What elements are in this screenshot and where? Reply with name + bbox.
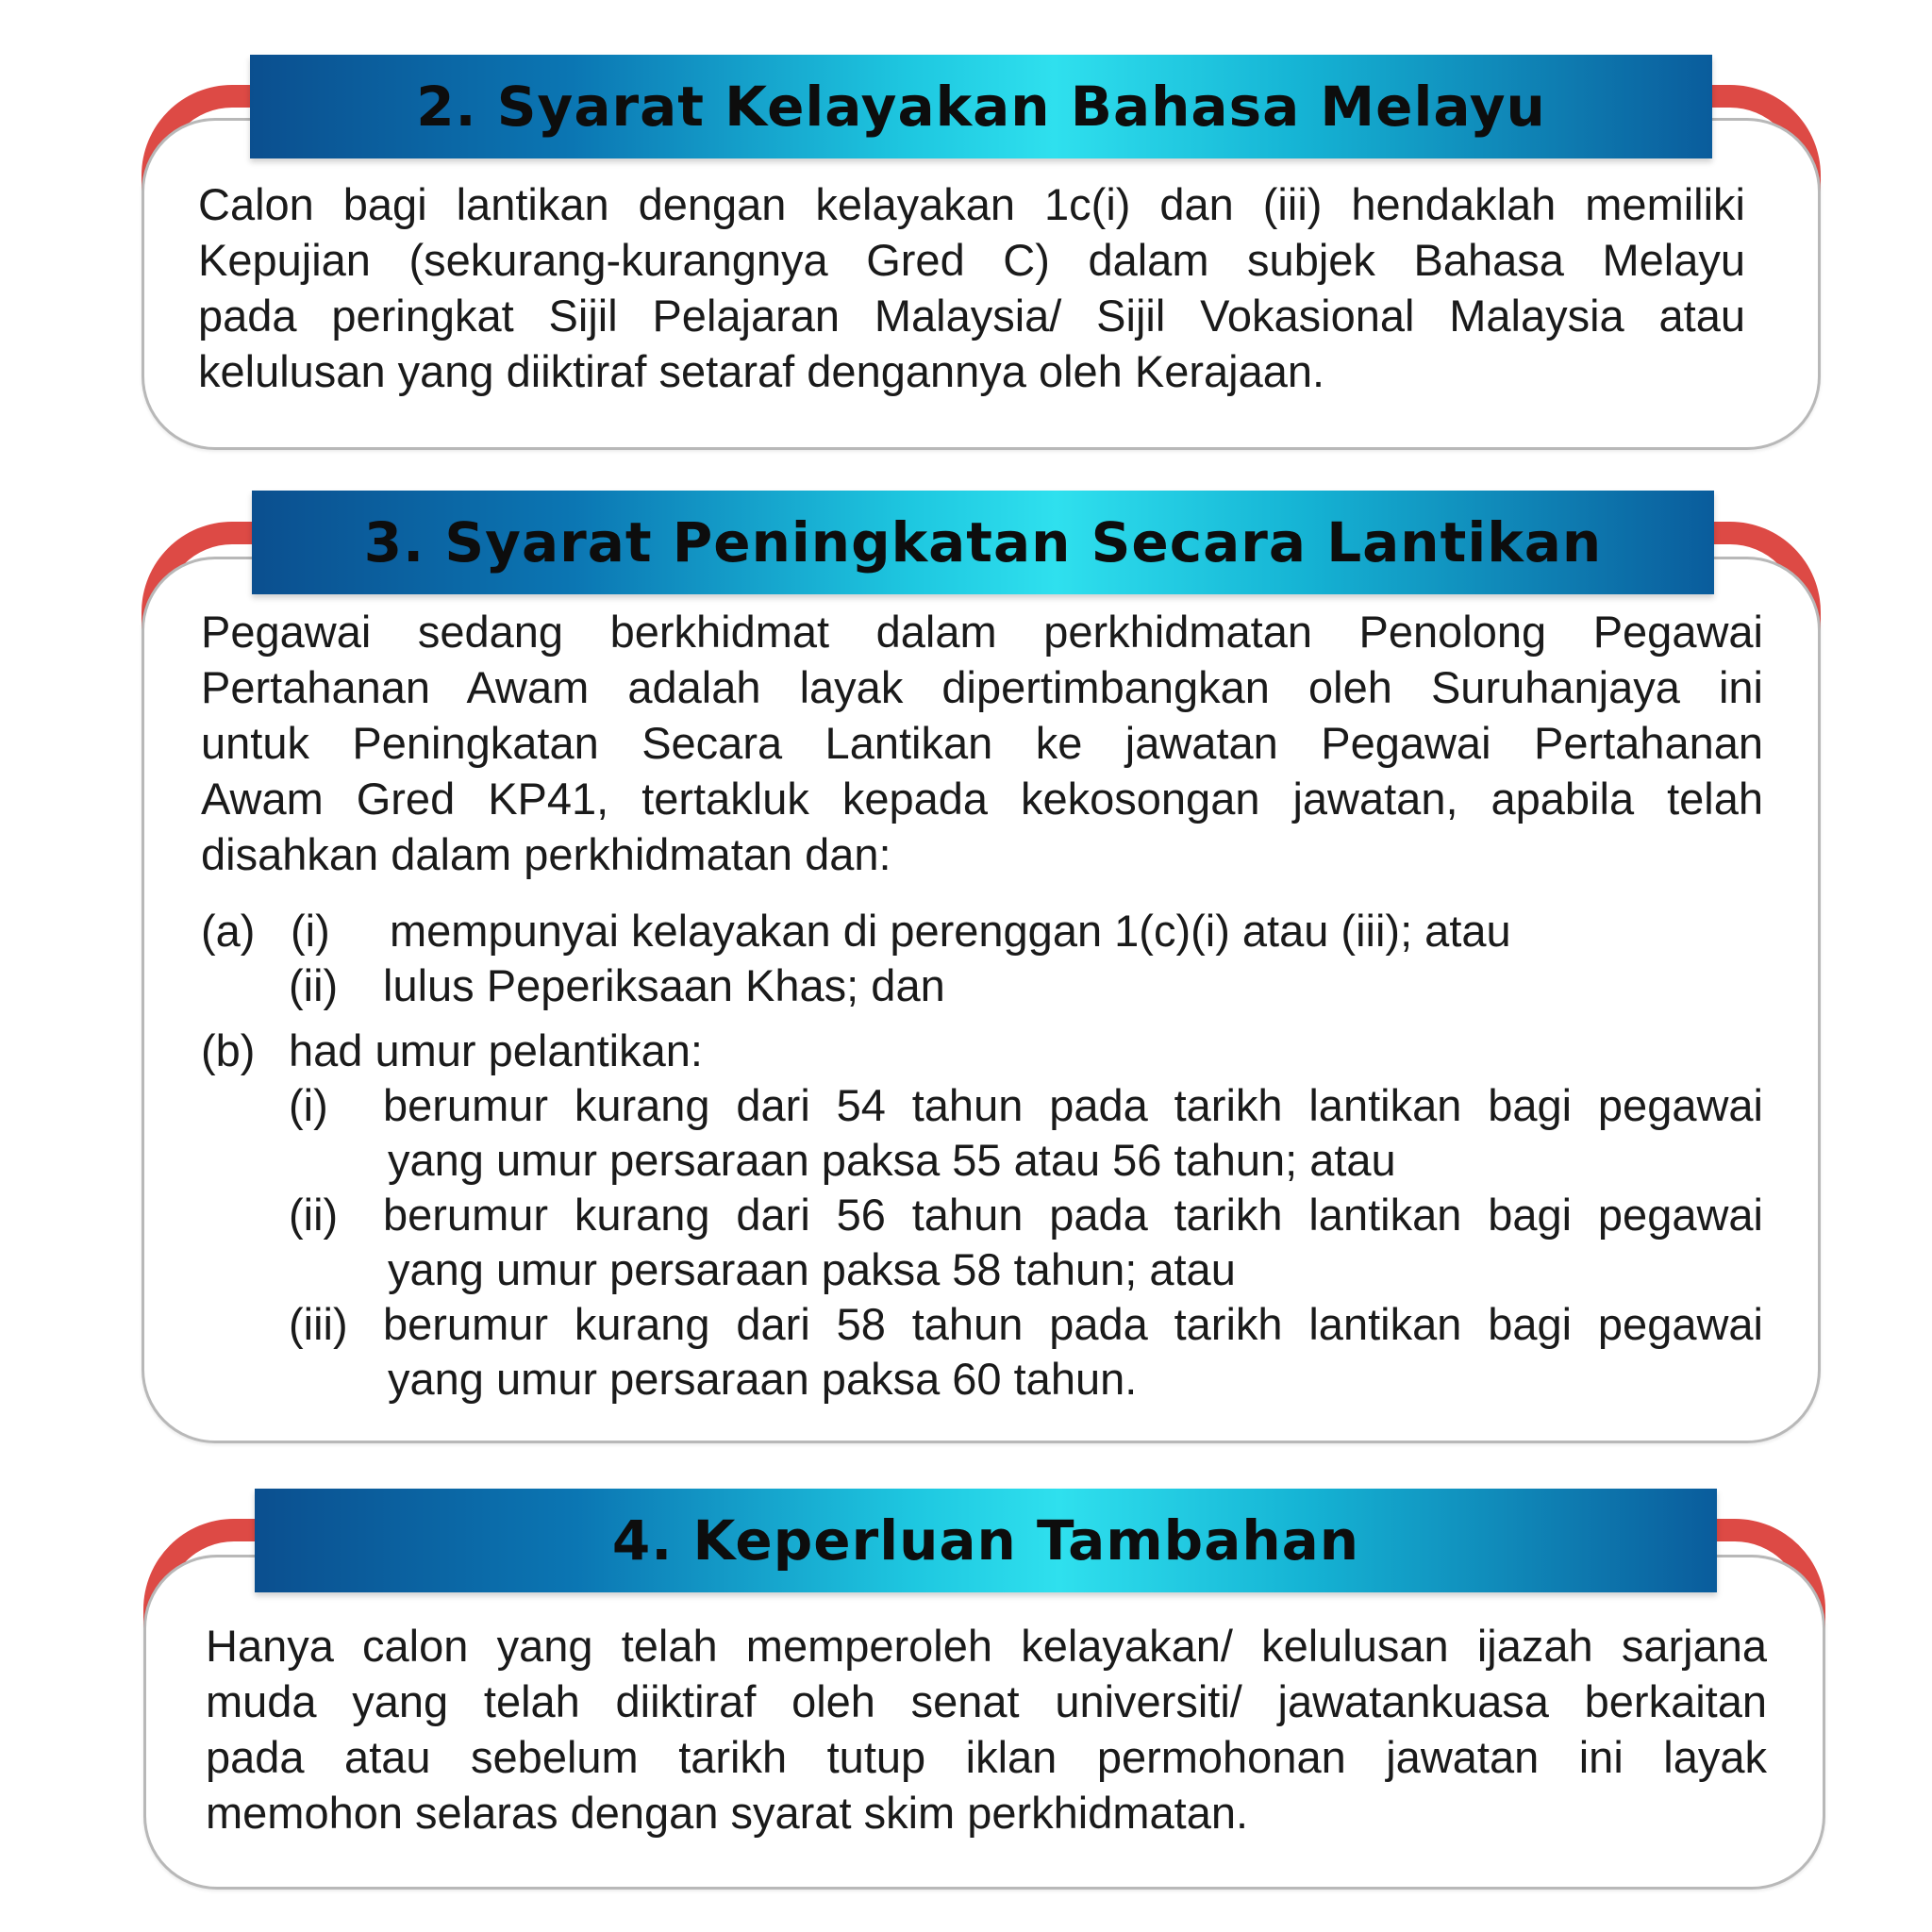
- item-a-i-label: (i): [291, 906, 330, 956]
- item-b: [201, 1024, 1767, 1410]
- item-b-iii-text: [383, 1297, 1763, 1407]
- item-b-ii-line: berumur kurang dari 56 tahun pada tarikh lantikan bagi pegawai: [383, 1190, 1763, 1240]
- section-4-line: muda yang telah diiktiraf oleh senat universiti/ jawatankuasa berkaitan: [206, 1676, 1767, 1726]
- section-4-line: Hanya calon yang telah memperoleh kelayakan/ kelulusan ijazah sarjana: [206, 1621, 1767, 1671]
- item-b-iii-label: (iii): [289, 1299, 348, 1349]
- item-b-iii-line: yang umur persaraan paksa 60 tahun.: [388, 1354, 1138, 1404]
- item-b-i-label: (i): [289, 1080, 328, 1130]
- item-b-i-line: berumur kurang dari 54 tahun pada tarikh lantikan bagi pegawai: [383, 1080, 1763, 1130]
- section-3-line: disahkan dalam perkhidmatan dan:: [201, 829, 891, 879]
- item-a-ii-text: lulus Peperiksaan Khas; dan: [383, 960, 945, 1010]
- item-b-i-line: yang umur persaraan paksa 55 atau 56 tahun; atau: [388, 1135, 1396, 1185]
- section-3-banner: [252, 491, 1714, 594]
- section-4-body: [206, 1618, 1767, 1840]
- item-b-iii-line: berumur kurang dari 58 tahun pada tarikh lantikan bagi pegawai: [383, 1299, 1763, 1349]
- section-4-line: memohon selaras dengan syarat skim perkhidmatan.: [206, 1788, 1249, 1838]
- item-a-ii-label: (ii): [289, 960, 339, 1010]
- section-2-body: [198, 176, 1745, 399]
- section-4-banner: [255, 1489, 1717, 1592]
- item-a: [201, 904, 1767, 1026]
- section-3-intro: [201, 604, 1763, 882]
- section-3-line: untuk Peningkatan Secara Lantikan ke jawatan Pegawai Pertahanan: [201, 718, 1763, 768]
- section-2-line: Kepujian (sekurang-kurangnya Gred C) dalam subjek Bahasa Melayu: [198, 235, 1745, 285]
- section-3-line: Awam Gred KP41, tertakluk kepada kekosongan jawatan, apabila telah: [201, 774, 1763, 824]
- item-b-ii-line: yang umur persaraan paksa 58 tahun; atau: [388, 1244, 1236, 1294]
- section-2-title: 2. Syarat Kelayakan Bahasa Melayu: [416, 75, 1546, 139]
- item-b-i-text: [383, 1078, 1763, 1188]
- item-b-ii-text: [383, 1188, 1763, 1297]
- section-3-line: Pertahanan Awam adalah layak dipertimbangkan oleh Suruhanjaya ini: [201, 662, 1763, 712]
- section-2-line: pada peringkat Sijil Pelajaran Malaysia/ Sijil Vokasional Malaysia atau: [198, 291, 1745, 341]
- section-3-title: 3. Syarat Peningkatan Secara Lantikan: [363, 510, 1603, 575]
- item-a-label: (a): [201, 906, 256, 956]
- section-4-line: pada atau sebelum tarikh tutup iklan permohonan jawatan ini layak: [206, 1732, 1767, 1782]
- item-b-label: (b): [201, 1025, 256, 1075]
- section-4-title: 4. Keperluan Tambahan: [611, 1508, 1360, 1573]
- item-b-text: had umur pelantikan:: [289, 1025, 703, 1075]
- section-3-line: Pegawai sedang berkhidmat dalam perkhidmatan Penolong Pegawai: [201, 607, 1763, 657]
- section-2-banner: [250, 55, 1712, 158]
- item-b-ii-label: (ii): [289, 1190, 339, 1240]
- item-a-i-text: mempunyai kelayakan di perenggan 1(c)(i) atau (iii); atau: [390, 906, 1511, 956]
- section-2-line: kelulusan yang diiktiraf setaraf dengannya oleh Kerajaan.: [198, 346, 1325, 396]
- section-2-line: Calon bagi lantikan dengan kelayakan 1c(i) dan (iii) hendaklah memiliki: [198, 179, 1745, 229]
